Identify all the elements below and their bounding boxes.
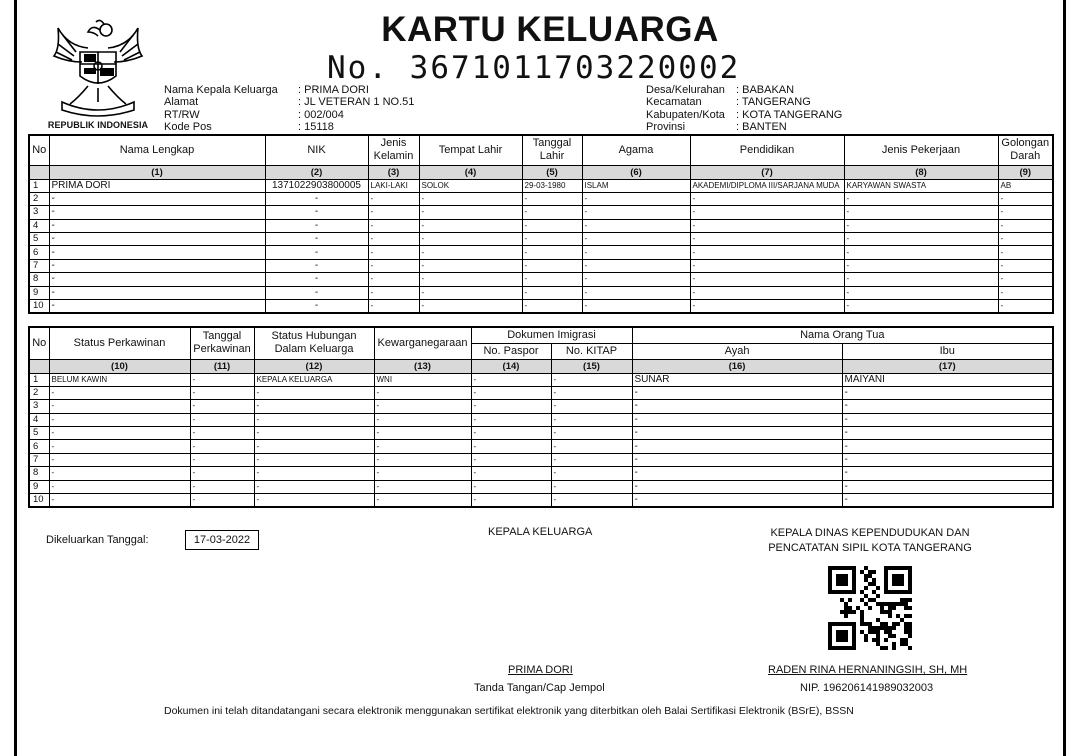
column-number: (12): [254, 359, 374, 373]
table-row: [29, 179, 1053, 192]
column-number-row: [29, 165, 1053, 179]
table-cell: -: [471, 453, 551, 466]
table-cell: -: [632, 413, 842, 426]
table-cell: -: [419, 192, 522, 205]
table-cell: -: [582, 233, 690, 246]
info-value: : 002/004: [298, 108, 344, 121]
table-cell: -: [265, 300, 368, 314]
table-row: [29, 259, 1053, 272]
table-cell: -: [265, 233, 368, 246]
table-cell: -: [842, 440, 1053, 453]
info-value: : KOTA TANGERANG: [736, 108, 843, 121]
table-cell: -: [49, 259, 265, 272]
table-cell: -: [374, 467, 471, 480]
table-cell: -: [998, 206, 1053, 219]
info-row: [646, 109, 842, 121]
table-cell: -: [690, 286, 844, 299]
column-header: Ayah: [632, 343, 842, 359]
family-head-signature-title: KEPALA KELUARGA: [488, 526, 593, 538]
table-row: [29, 413, 1053, 426]
table-cell: -: [844, 259, 998, 272]
table-cell: -: [844, 233, 998, 246]
table-cell: -: [265, 259, 368, 272]
table-row: [29, 192, 1053, 205]
row-number: 10: [29, 300, 49, 314]
table-cell: -: [844, 273, 998, 286]
column-header: Tanggal Lahir: [522, 135, 582, 165]
table-cell: -: [690, 259, 844, 272]
column-header: Agama: [582, 135, 690, 165]
column-header: Golongan Darah: [998, 135, 1053, 165]
info-value: : TANGERANG: [736, 96, 811, 109]
table-cell: -: [419, 300, 522, 314]
column-number: (13): [374, 359, 471, 373]
table-cell: -: [522, 246, 582, 259]
table-cell: WNI: [374, 373, 471, 386]
row-number: 10: [29, 494, 49, 508]
table-cell: -: [551, 386, 632, 399]
column-header: Nama Lengkap: [49, 135, 265, 165]
table-cell: -: [49, 233, 265, 246]
table-cell: -: [368, 219, 419, 232]
column-number: (6): [582, 165, 690, 179]
row-number: 6: [29, 440, 49, 453]
table-cell: -: [471, 386, 551, 399]
table-cell: -: [551, 453, 632, 466]
row-number: 3: [29, 206, 49, 219]
country-label: REPUBLIK INDONESIA: [47, 120, 149, 130]
garuda-icon: [48, 18, 148, 122]
table-cell: SOLOK: [419, 179, 522, 192]
table-cell: -: [374, 440, 471, 453]
table-cell: -: [49, 286, 265, 299]
table-cell: -: [49, 453, 190, 466]
table-cell: -: [632, 453, 842, 466]
table-cell: -: [471, 400, 551, 413]
row-number: 8: [29, 273, 49, 286]
kk-number: No. 3671011703220002: [327, 50, 741, 86]
agency-title-line: KEPALA DINAS KEPENDUDUKAN DAN: [770, 527, 970, 539]
table-cell: -: [844, 300, 998, 314]
official-name: RADEN RINA HERNANINGSIH, SH, MH: [768, 664, 968, 676]
table-row: [29, 373, 1053, 386]
table-cell: -: [551, 373, 632, 386]
table-cell: -: [49, 206, 265, 219]
table-cell: -: [522, 286, 582, 299]
column-header: Tempat Lahir: [419, 135, 522, 165]
table-cell: -: [49, 427, 190, 440]
table-cell: -: [374, 427, 471, 440]
official-nip: NIP. 196206141989032003: [800, 682, 934, 694]
table-cell: -: [190, 440, 254, 453]
table-cell: -: [254, 440, 374, 453]
table-cell: -: [522, 206, 582, 219]
row-number: 2: [29, 386, 49, 399]
column-header: No. KITAP: [551, 343, 632, 359]
info-label: Alamat: [164, 96, 199, 109]
table-row: [29, 480, 1053, 493]
issued-label: Dikeluarkan Tanggal:: [46, 534, 149, 546]
table-row: [29, 386, 1053, 399]
table-cell: -: [551, 427, 632, 440]
row-number: 7: [29, 453, 49, 466]
table-cell: -: [265, 206, 368, 219]
table-cell: -: [632, 386, 842, 399]
table-cell: -: [254, 467, 374, 480]
table-cell: -: [419, 246, 522, 259]
table-row: [29, 286, 1053, 299]
info-row: [164, 109, 414, 121]
table-cell: -: [190, 494, 254, 508]
info-label: Provinsi: [646, 120, 686, 133]
table-cell: -: [522, 273, 582, 286]
info-label: Desa/Kelurahan: [646, 84, 725, 96]
table-cell: -: [582, 259, 690, 272]
column-header: Status Perkawinan: [49, 327, 190, 359]
issued-date: 17-03-2022: [185, 530, 259, 550]
table-cell: -: [522, 259, 582, 272]
table-cell: -: [49, 300, 265, 314]
column-header: No: [29, 327, 49, 359]
table-cell: -: [582, 286, 690, 299]
table-cell: -: [582, 192, 690, 205]
table-cell: PRIMA DORI: [49, 179, 265, 192]
table-cell: -: [254, 480, 374, 493]
table-cell: -: [551, 467, 632, 480]
table-cell: -: [842, 413, 1053, 426]
table-cell: AB: [998, 179, 1053, 192]
table-cell: -: [49, 400, 190, 413]
table-cell: -: [522, 233, 582, 246]
table-cell: -: [632, 427, 842, 440]
table-cell: -: [842, 386, 1053, 399]
table-cell: -: [998, 219, 1053, 232]
column-number: (7): [690, 165, 844, 179]
table-cell: -: [844, 286, 998, 299]
table-cell: -: [49, 413, 190, 426]
table-cell: -: [265, 246, 368, 259]
table-cell: -: [49, 273, 265, 286]
table-cell: -: [368, 206, 419, 219]
table-cell: MAIYANI: [842, 373, 1053, 386]
table-cell: -: [49, 246, 265, 259]
family-head-info: [164, 84, 414, 133]
document-title: KARTU KELUARGA: [381, 10, 719, 49]
agency-title-line: PENCATATAN SIPIL KOTA TANGERANG: [768, 542, 972, 554]
column-header: No: [29, 135, 49, 165]
table-row: [29, 206, 1053, 219]
column-number: [29, 359, 49, 373]
table-row: [29, 400, 1053, 413]
info-row: [646, 121, 842, 133]
table-cell: -: [254, 494, 374, 508]
table-cell: -: [844, 192, 998, 205]
table-cell: -: [551, 440, 632, 453]
table-cell: -: [471, 480, 551, 493]
row-number: 4: [29, 413, 49, 426]
table-cell: -: [690, 219, 844, 232]
table-cell: -: [690, 192, 844, 205]
column-number: (3): [368, 165, 419, 179]
row-number: 7: [29, 259, 49, 272]
table-cell: -: [842, 480, 1053, 493]
column-number: (8): [844, 165, 998, 179]
column-number: [29, 165, 49, 179]
table-cell: -: [998, 246, 1053, 259]
table-cell: -: [690, 233, 844, 246]
table-cell: -: [842, 400, 1053, 413]
status-table: [28, 326, 1054, 508]
table-cell: -: [632, 400, 842, 413]
table-row: [29, 233, 1053, 246]
table-cell: -: [690, 300, 844, 314]
table-cell: -: [374, 480, 471, 493]
table-cell: -: [254, 386, 374, 399]
row-number: 9: [29, 480, 49, 493]
table-row: [29, 300, 1053, 314]
info-value: : BABAKAN: [736, 84, 795, 96]
table-cell: -: [471, 413, 551, 426]
table-cell: -: [582, 219, 690, 232]
table-cell: KARYAWAN SWASTA: [844, 179, 998, 192]
table-header-row: [29, 135, 1053, 165]
column-header: Pendidikan: [690, 135, 844, 165]
table-cell: -: [368, 286, 419, 299]
table-cell: -: [190, 453, 254, 466]
table-cell: -: [551, 480, 632, 493]
table-cell: -: [419, 259, 522, 272]
table-cell: -: [374, 386, 471, 399]
table-cell: -: [582, 246, 690, 259]
column-header: NIK: [265, 135, 368, 165]
info-label: Kabupaten/Kota: [646, 108, 725, 121]
table-header-row: [29, 327, 1053, 343]
table-cell: -: [374, 400, 471, 413]
column-number: (16): [632, 359, 842, 373]
table-cell: -: [49, 494, 190, 508]
column-header: Tanggal Perkawinan: [190, 327, 254, 359]
table-cell: -: [551, 413, 632, 426]
table-cell: -: [551, 494, 632, 508]
column-header: Dokumen Imigrasi: [471, 327, 632, 343]
row-number: 2: [29, 192, 49, 205]
table-cell: -: [49, 440, 190, 453]
table-cell: -: [690, 206, 844, 219]
row-number: 6: [29, 246, 49, 259]
table-cell: -: [998, 286, 1053, 299]
info-label: RT/RW: [164, 108, 200, 121]
table-cell: -: [265, 273, 368, 286]
table-cell: -: [419, 206, 522, 219]
table-cell: 1371022903800005: [265, 179, 368, 192]
info-label: Kode Pos: [164, 120, 212, 133]
table-cell: -: [368, 259, 419, 272]
table-cell: -: [368, 233, 419, 246]
info-row: [646, 84, 842, 96]
column-header: Jenis Kelamin: [368, 135, 419, 165]
column-header: Jenis Pekerjaan: [844, 135, 998, 165]
table-cell: BELUM KAWIN: [49, 373, 190, 386]
column-number: (9): [998, 165, 1053, 179]
row-number: 5: [29, 427, 49, 440]
family-head-name: PRIMA DORI: [508, 664, 573, 676]
row-number: 1: [29, 179, 49, 192]
info-row: [164, 84, 414, 96]
column-number: (15): [551, 359, 632, 373]
table-cell: -: [998, 192, 1053, 205]
table-cell: -: [471, 427, 551, 440]
table-cell: AKADEMI/DIPLOMA III/SARJANA MUDA: [690, 179, 844, 192]
table-cell: -: [190, 427, 254, 440]
info-label: Nama Kepala Keluarga: [164, 84, 278, 96]
table-cell: -: [551, 400, 632, 413]
table-cell: -: [419, 273, 522, 286]
table-cell: -: [522, 192, 582, 205]
table-cell: -: [522, 300, 582, 314]
info-value: : 15118: [298, 120, 334, 133]
table-cell: -: [368, 273, 419, 286]
table-cell: -: [522, 219, 582, 232]
info-row: [646, 96, 842, 108]
table-cell: -: [190, 386, 254, 399]
members-table: [28, 134, 1054, 314]
table-cell: -: [419, 233, 522, 246]
row-number: 3: [29, 400, 49, 413]
qr-code-icon: [828, 566, 912, 650]
table-row: [29, 427, 1053, 440]
table-cell: -: [190, 413, 254, 426]
row-number: 9: [29, 286, 49, 299]
table-cell: ISLAM: [582, 179, 690, 192]
table-cell: -: [471, 373, 551, 386]
table-cell: -: [419, 286, 522, 299]
table-cell: -: [632, 494, 842, 508]
region-info: [646, 84, 842, 133]
table-cell: -: [842, 467, 1053, 480]
table-cell: 29-03-1980: [522, 179, 582, 192]
table-cell: -: [49, 386, 190, 399]
column-header: Nama Orang Tua: [632, 327, 1053, 343]
table-cell: -: [368, 246, 419, 259]
e-signature-note: Dokumen ini telah ditandatangani secara elektronik menggunakan sertifikat elektronik yang diterbitkan oleh Balai Sertifikasi Elektronik (BSrE), BSSN: [164, 705, 854, 717]
table-cell: -: [998, 273, 1053, 286]
table-cell: -: [690, 246, 844, 259]
table-cell: -: [842, 494, 1053, 508]
info-label: Kecamatan: [646, 96, 702, 109]
table-cell: -: [998, 259, 1053, 272]
info-row: [164, 96, 414, 108]
table-cell: -: [190, 467, 254, 480]
table-cell: -: [582, 300, 690, 314]
column-number: (17): [842, 359, 1053, 373]
signature-caption: Tanda Tangan/Cap Jempol: [474, 682, 605, 694]
column-number-row: [29, 359, 1053, 373]
info-row: [164, 121, 414, 133]
table-cell: -: [374, 494, 471, 508]
table-cell: SUNAR: [632, 373, 842, 386]
table-cell: -: [254, 413, 374, 426]
table-cell: -: [190, 480, 254, 493]
column-number: (4): [419, 165, 522, 179]
table-cell: -: [374, 413, 471, 426]
table-cell: -: [582, 206, 690, 219]
table-row: [29, 467, 1053, 480]
table-cell: -: [632, 440, 842, 453]
table-cell: -: [49, 467, 190, 480]
table-cell: -: [374, 453, 471, 466]
table-cell: -: [265, 219, 368, 232]
row-number: 4: [29, 219, 49, 232]
info-value: : BANTEN: [736, 120, 787, 133]
table-cell: -: [998, 300, 1053, 314]
table-cell: -: [49, 480, 190, 493]
table-cell: LAKI-LAKI: [368, 179, 419, 192]
table-row: [29, 246, 1053, 259]
table-cell: -: [690, 273, 844, 286]
table-cell: -: [842, 427, 1053, 440]
column-number: (1): [49, 165, 265, 179]
table-cell: -: [419, 219, 522, 232]
table-cell: -: [49, 219, 265, 232]
table-cell: -: [844, 206, 998, 219]
table-cell: -: [254, 453, 374, 466]
column-number: (10): [49, 359, 190, 373]
table-cell: -: [265, 192, 368, 205]
column-header: Ibu: [842, 343, 1053, 359]
row-number: 5: [29, 233, 49, 246]
table-row: [29, 219, 1053, 232]
table-cell: -: [368, 300, 419, 314]
table-cell: -: [632, 467, 842, 480]
row-number: 1: [29, 373, 49, 386]
table-cell: -: [49, 192, 265, 205]
table-cell: -: [632, 480, 842, 493]
table-cell: -: [190, 373, 254, 386]
table-cell: -: [471, 467, 551, 480]
column-number: (5): [522, 165, 582, 179]
table-cell: -: [844, 219, 998, 232]
row-number: 8: [29, 467, 49, 480]
column-header: Kewarganegaraan: [374, 327, 471, 359]
table-cell: -: [254, 427, 374, 440]
table-cell: -: [998, 233, 1053, 246]
table-row: [29, 273, 1053, 286]
info-value: : JL VETERAN 1 NO.51: [298, 96, 415, 109]
garuda-emblem: [42, 18, 154, 130]
column-number: (14): [471, 359, 551, 373]
table-cell: -: [582, 273, 690, 286]
info-value: : PRIMA DORI: [298, 84, 369, 96]
table-row: [29, 440, 1053, 453]
table-cell: -: [844, 246, 998, 259]
table-cell: -: [842, 453, 1053, 466]
table-cell: KEPALA KELUARGA: [254, 373, 374, 386]
agency-title: [752, 526, 988, 556]
table-row: [29, 453, 1053, 466]
table-cell: -: [471, 440, 551, 453]
column-header: No. Paspor: [471, 343, 551, 359]
column-number: (11): [190, 359, 254, 373]
table-cell: -: [190, 400, 254, 413]
table-cell: -: [254, 400, 374, 413]
table-cell: -: [471, 494, 551, 508]
table-row: [29, 494, 1053, 508]
column-header: Status Hubungan Dalam Keluarga: [254, 327, 374, 359]
table-cell: -: [265, 286, 368, 299]
column-number: (2): [265, 165, 368, 179]
table-cell: -: [368, 192, 419, 205]
